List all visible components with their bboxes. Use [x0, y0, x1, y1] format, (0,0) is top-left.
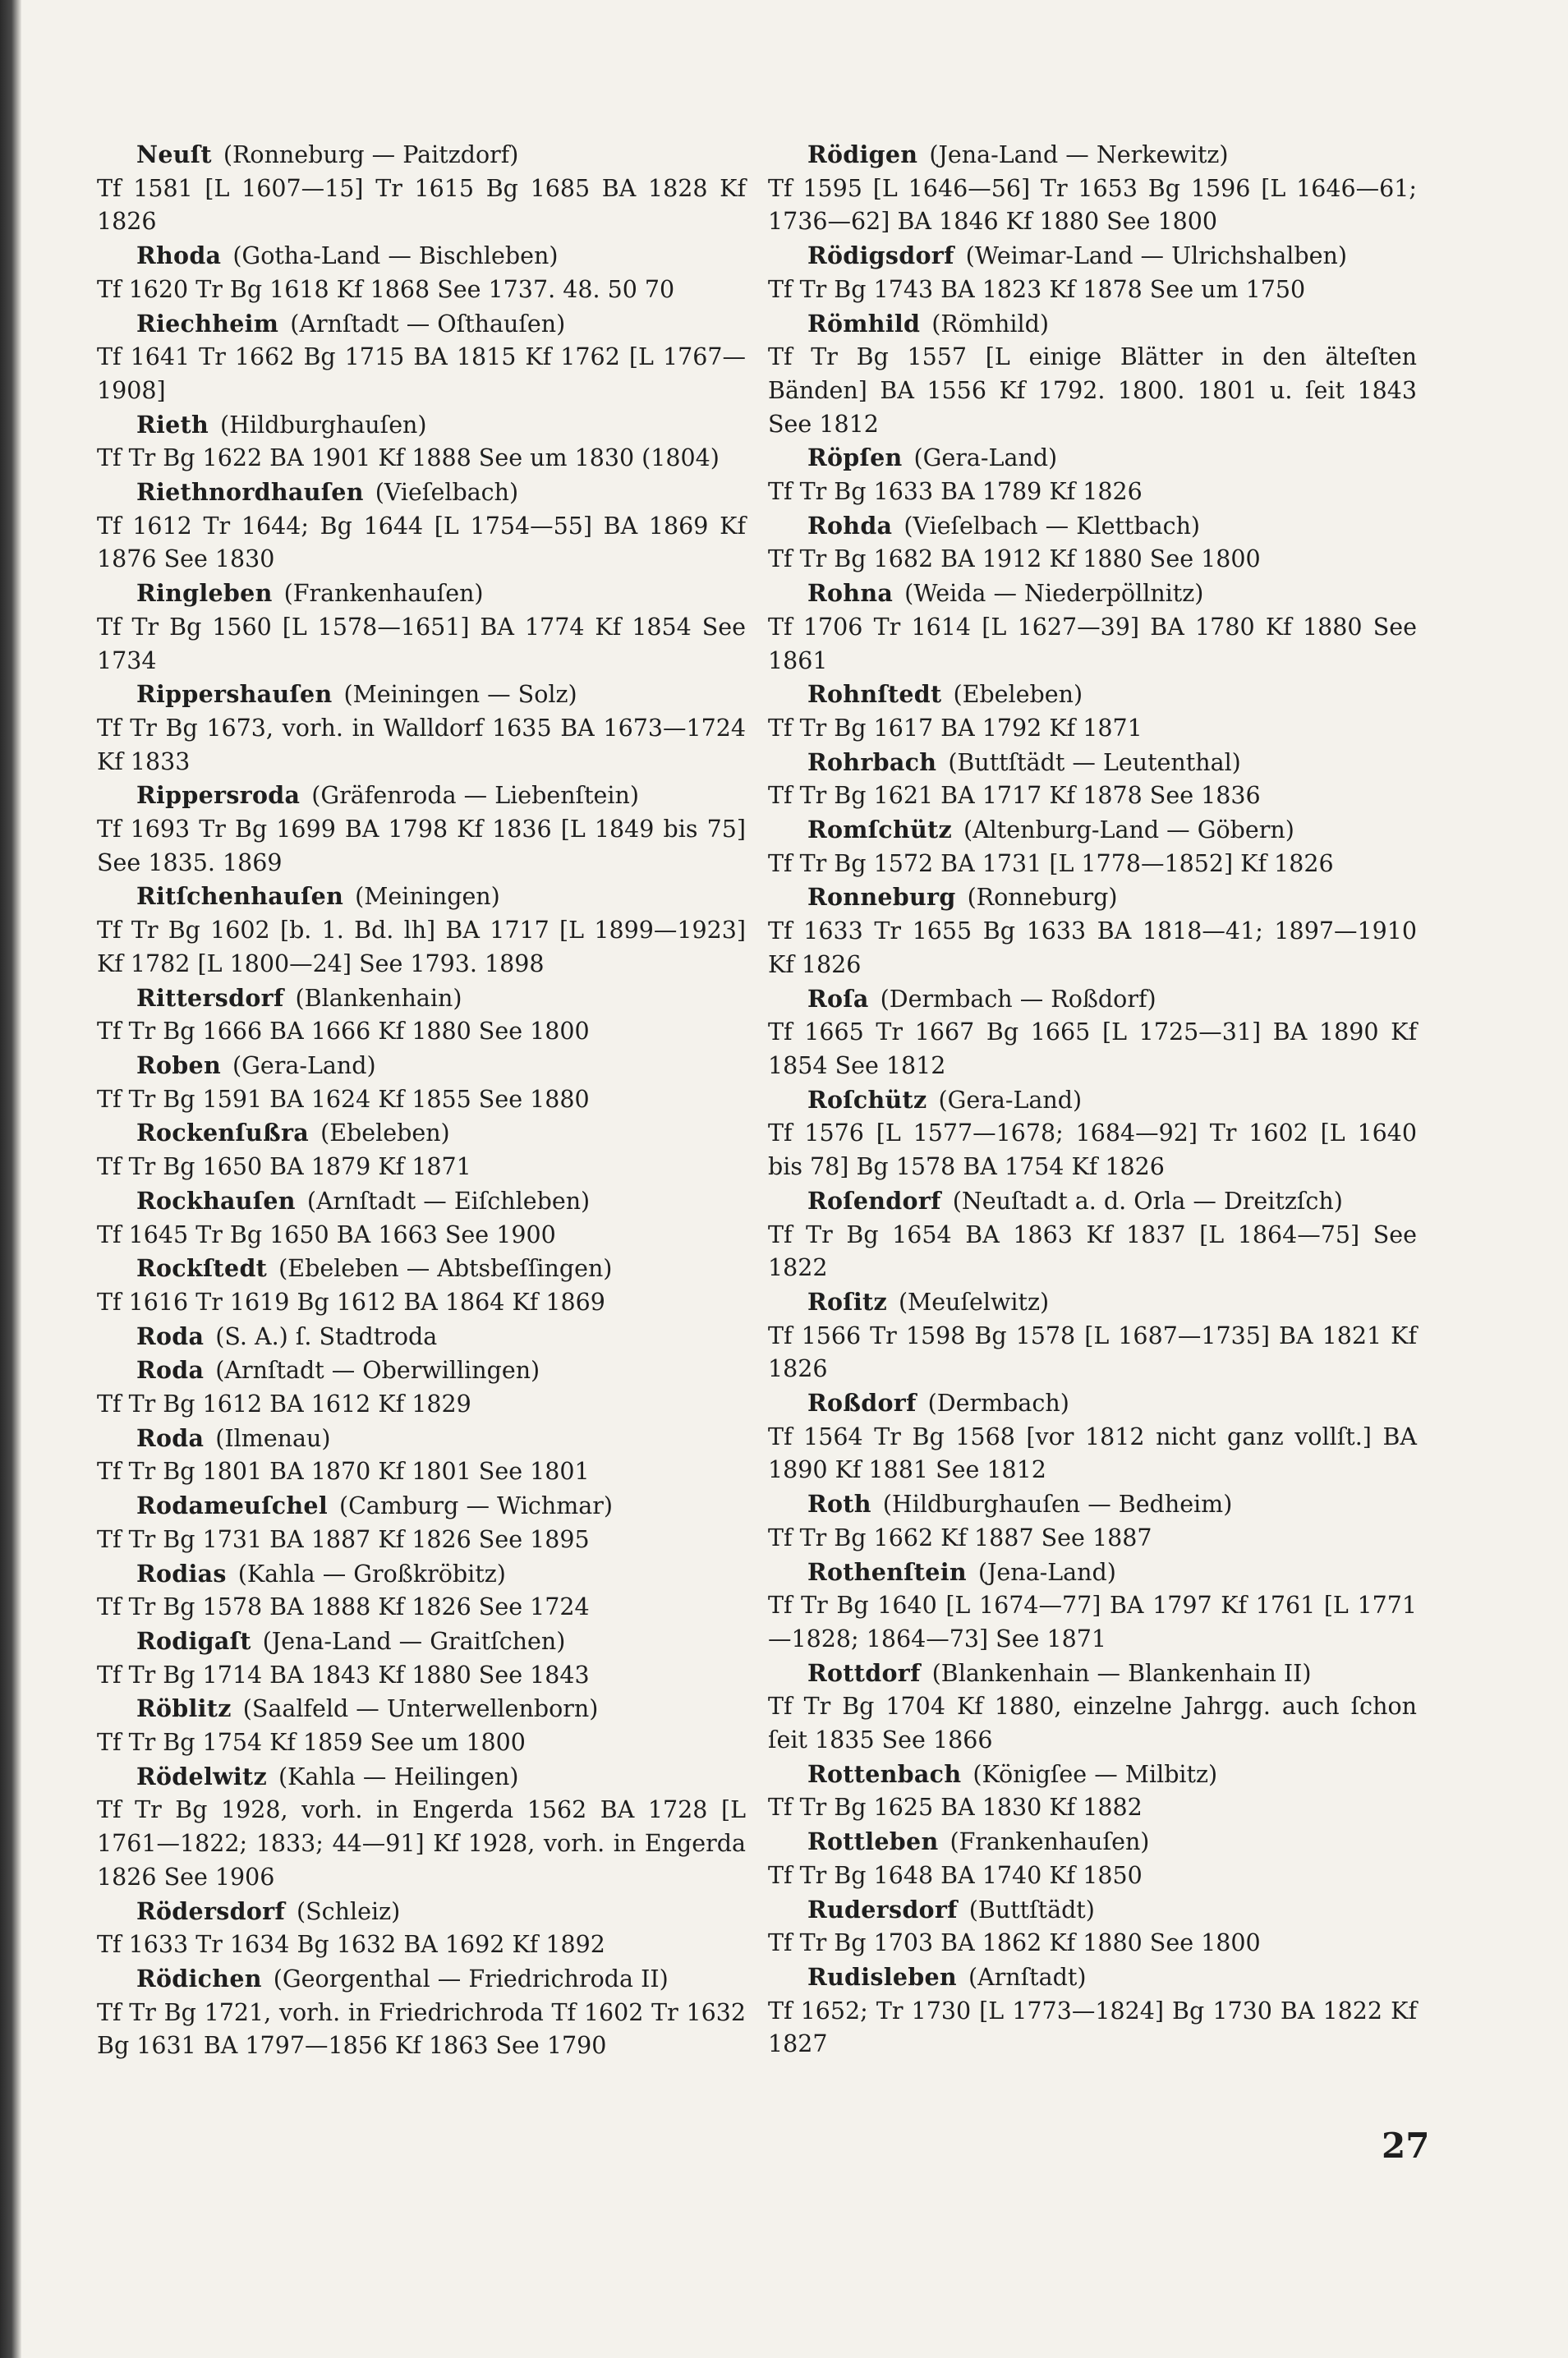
record-details: Tf Tr Bg 1621 BA 1717 Kf 1878 See 1836: [768, 782, 1261, 810]
record-details: Tf Tr Bg 1673, vorh. in Walldorf 1635 BA 1673—1724 Kf 1833: [97, 714, 746, 775]
place-region: (Gera-Land): [913, 444, 1058, 472]
record-details: Tf Tr Bg 1612 BA 1612 Kf 1829: [97, 1390, 471, 1418]
register-entry: [97, 678, 746, 779]
record-details: Tf 1564 Tr Bg 1568 [vor 1812 nicht ganz vollſt.] BA 1890 Kf 1881 See 1812: [768, 1423, 1417, 1484]
left-column: [97, 138, 746, 2063]
place-region: (Camburg — Wichmar): [339, 1492, 614, 1520]
register-entry: [768, 1083, 1417, 1184]
register-entry: [97, 138, 746, 239]
place-region: (Weida — Niederpöllnitz): [904, 580, 1204, 608]
page-number: 27: [1382, 2126, 1430, 2166]
place-name: Roda: [136, 1321, 205, 1350]
right-column: [768, 138, 1417, 2062]
register-entry: [97, 1422, 746, 1489]
register-entry: [97, 1625, 746, 1692]
register-entry: [768, 813, 1417, 880]
place-region: (Hildburghauſen — Bedheim): [882, 1491, 1233, 1519]
place-region: (Ronneburg — Paitzdorf): [223, 141, 519, 168]
record-details: Tf Tr Bg 1654 BA 1863 Kf 1837 [L 1864—75] See 1822: [768, 1220, 1417, 1282]
record-details: Tf 1693 Tr Bg 1699 BA 1798 Kf 1836 [L 1849 bis 75] See 1835. 1869: [97, 816, 746, 876]
register-entry: [97, 1116, 746, 1184]
place-region: (Römhild): [931, 310, 1049, 338]
record-details: Tf 1633 Tr 1634 Bg 1632 BA 1692 Kf 1892: [97, 1931, 605, 1959]
place-name: Rippershauſen: [136, 680, 333, 709]
place-region: (Blankenhain): [295, 984, 462, 1012]
register-entry: [768, 1487, 1417, 1555]
place-region: (Vieſelbach — Klettbach): [904, 512, 1201, 540]
place-region: (Schleiz): [297, 1897, 401, 1925]
register-entry: [768, 509, 1417, 577]
record-details: Tf 1665 Tr 1667 Bg 1665 [L 1725—31] BA 1890 Kf 1854 See 1812: [768, 1018, 1417, 1079]
place-name: Rhoda: [136, 241, 222, 270]
place-name: Roſendorf: [807, 1186, 941, 1215]
place-name: Rodigaſt: [136, 1626, 251, 1655]
register-entry: [768, 1657, 1417, 1758]
place-region: (Dermbach): [927, 1390, 1069, 1418]
place-region: (Blankenhain — Blankenhain II): [931, 1659, 1312, 1687]
record-details: Tf Tr Bg 1640 [L 1674—77] BA 1797 Kf 1761 [L 1771—1828; 1864—73] See 1871: [768, 1592, 1417, 1652]
record-details: Tf Tr Bg 1622 BA 1901 Kf 1888 See um 1830 (1804): [97, 444, 720, 472]
record-details: Tf Tr Bg 1743 BA 1823 Kf 1878 See um 1750: [768, 275, 1306, 303]
place-region: (Vieſelbach): [375, 479, 519, 507]
record-details: Tf Tr Bg 1560 [L 1578—1651] BA 1774 Kf 1854 See 1734: [97, 613, 746, 674]
register-entry: [768, 880, 1417, 981]
register-entry: [768, 1960, 1417, 2062]
place-name: Roben: [136, 1050, 221, 1079]
record-details: Tf Tr Bg 1648 BA 1740 Kf 1850: [768, 1861, 1143, 1889]
place-region: (Jena-Land — Nerkewitz): [929, 141, 1229, 168]
register-entry: [768, 1893, 1417, 1960]
place-region: (Kahla — Heilingen): [278, 1763, 519, 1790]
register-entry: [768, 239, 1417, 306]
register-entry: [768, 982, 1417, 1083]
place-region: (Dermbach — Roßdorf): [880, 985, 1156, 1013]
register-entry: [768, 307, 1417, 442]
place-name: Roth: [807, 1490, 871, 1519]
record-details: Tf 1616 Tr 1619 Bg 1612 BA 1864 Kf 1869: [97, 1288, 605, 1316]
place-region: (Arnſtadt — Oſthauſen): [290, 310, 566, 338]
place-name: Ringleben: [136, 579, 273, 608]
place-region: (Jena-Land — Graitſchen): [262, 1627, 566, 1655]
place-region: (Gera-Land): [232, 1051, 376, 1079]
place-name: Rödigsdorf: [807, 241, 954, 270]
place-name: Röblitz: [136, 1694, 232, 1723]
record-details: Tf 1576 [L 1577—1678; 1684—92] Tr 1602 [L 1640 bis 78] Bg 1578 BA 1754 Kf 1826: [768, 1119, 1417, 1181]
record-details: Tf Tr Bg 1703 BA 1862 Kf 1880 See 1800: [768, 1929, 1261, 1957]
place-name: Rödersdorf: [136, 1896, 286, 1925]
record-details: Tf Tr Bg 1928, vorh. in Engerda 1562 BA 1728 [L 1761—1822; 1833; 44—91] Kf 1928, vorh. in Engerda 1826 See 1906: [97, 1796, 746, 1891]
place-region: (Meiningen): [355, 883, 500, 911]
register-entry: [97, 1692, 746, 1759]
record-details: Tf 1595 [L 1646—56] Tr 1653 Bg 1596 [L 1646—61; 1736—62] BA 1846 Kf 1880 See 1800: [768, 174, 1417, 236]
place-region: (Meuſelwitz): [898, 1288, 1050, 1316]
register-entry: [97, 1489, 746, 1556]
record-details: Tf Tr Bg 1572 BA 1731 [L 1778—1852] Kf 1826: [768, 849, 1334, 877]
record-details: Tf Tr Bg 1682 BA 1912 Kf 1880 See 1800: [768, 545, 1261, 573]
place-region: (Hildburghauſen): [220, 411, 427, 439]
register-entry: [97, 981, 746, 1049]
place-name: Riethnordhauſen: [136, 478, 364, 507]
record-details: Tf Tr Bg 1721, vorh. in Friedrichroda Tf 1602 Tr 1632 Bg 1631 BA 1797—1856 Kf 1863 See 1790: [97, 1998, 746, 2060]
place-name: Roſitz: [807, 1287, 887, 1316]
place-name: Rieth: [136, 410, 209, 439]
place-region: (Gera-Land): [938, 1086, 1083, 1114]
place-name: Rudersdorf: [807, 1895, 958, 1924]
place-name: Rockhauſen: [136, 1186, 296, 1215]
record-details: Tf Tr Bg 1557 [L einige Blätter in den älteſten Bänden] BA 1556 Kf 1792. 1800. 1801 u. ſeit 1843 See 1812: [768, 343, 1417, 438]
place-name: Riechheim: [136, 309, 279, 338]
register-entry: [97, 1252, 746, 1319]
register-entry: [768, 1556, 1417, 1657]
place-name: Roßdorf: [807, 1389, 917, 1418]
record-details: Tf Tr Bg 1662 Kf 1887 See 1887: [768, 1524, 1152, 1551]
place-name: Neuſt: [136, 140, 212, 168]
place-name: Rohna: [807, 579, 894, 608]
place-region: (Buttſtädt): [968, 1896, 1095, 1924]
place-region: (Frankenhauſen): [950, 1828, 1150, 1856]
place-region: (Gräfenroda — Liebenſtein): [311, 782, 640, 810]
register-entry: [97, 1760, 746, 1895]
place-region: (Ebeleben — Abtsbeſſingen): [278, 1255, 613, 1283]
place-name: Rothenſtein: [807, 1557, 967, 1586]
place-region: (Meiningen — Solz): [343, 681, 577, 709]
register-entry: [97, 577, 746, 678]
register-entry: [97, 1962, 746, 2063]
place-region: (Ebeleben): [953, 681, 1083, 709]
record-details: Tf 1566 Tr 1598 Bg 1578 [L 1687—1735] BA 1821 Kf 1826: [768, 1321, 1417, 1383]
register-entry: [768, 746, 1417, 813]
place-region: (Jena-Land): [977, 1558, 1116, 1586]
place-name: Rockſtedt: [136, 1254, 268, 1283]
record-details: Tf Tr Bg 1801 BA 1870 Kf 1801 See 1801: [97, 1458, 590, 1486]
place-name: Roda: [136, 1356, 205, 1385]
register-entry: [768, 1184, 1417, 1285]
place-name: Rodameuſchel: [136, 1492, 328, 1520]
record-details: Tf Tr Bg 1731 BA 1887 Kf 1826 See 1895: [97, 1525, 590, 1553]
register-entry: [97, 1049, 746, 1116]
place-name: Rohnſtedt: [807, 680, 942, 709]
register-entry: [97, 408, 746, 476]
register-entry: [768, 678, 1417, 745]
register-entry: [97, 239, 746, 306]
place-name: Rödigen: [807, 140, 918, 168]
register-entry: [97, 1184, 746, 1252]
place-region: (Georgenthal — Friedrichroda II): [273, 1965, 669, 1993]
register-entry: [768, 577, 1417, 678]
register-entry: [768, 138, 1417, 239]
place-region: (Königſee — Milbitz): [973, 1760, 1218, 1788]
register-entry: [97, 1320, 746, 1354]
place-region: (Frankenhauſen): [283, 580, 484, 608]
register-entry: [768, 1825, 1417, 1892]
place-name: Roſa: [807, 984, 869, 1013]
record-details: Tf Tr Bg 1591 BA 1624 Kf 1855 See 1880: [97, 1085, 590, 1113]
place-name: Rottdorf: [807, 1658, 921, 1687]
place-name: Rödelwitz: [136, 1762, 267, 1790]
place-name: Rippersroda: [136, 781, 301, 810]
place-region: (Arnſtadt): [968, 1963, 1087, 1991]
record-details: Tf 1645 Tr Bg 1650 BA 1663 See 1900: [97, 1220, 556, 1248]
register-entry: [97, 476, 746, 577]
place-region: (Altenburg-Land — Göbern): [963, 816, 1294, 844]
place-name: Rottleben: [807, 1827, 939, 1856]
place-name: Romſchütz: [807, 816, 952, 844]
record-details: Tf 1620 Tr Bg 1618 Kf 1868 See 1737. 48. 50 70: [97, 275, 675, 303]
record-details: Tf Tr Bg 1617 BA 1792 Kf 1871: [768, 714, 1143, 742]
page-binding-edge: [0, 0, 21, 2358]
place-name: Ritſchenhauſen: [136, 882, 344, 911]
place-name: Rudisleben: [807, 1962, 957, 1991]
cross-reference: (S. A.) ſ. Stadtroda: [215, 1322, 438, 1350]
place-name: Roſchütz: [807, 1085, 927, 1114]
place-region: (Neuſtadt a. d. Orla — Dreitzſch): [952, 1187, 1343, 1215]
place-name: Röpſen: [807, 444, 903, 472]
place-name: Rohrbach: [807, 747, 937, 776]
place-region: (Buttſtädt — Leutenthal): [948, 748, 1241, 776]
record-details: Tf Tr Bg 1754 Kf 1859 See um 1800: [97, 1729, 526, 1757]
record-details: Tf Tr Bg 1714 BA 1843 Kf 1880 See 1843: [97, 1661, 590, 1689]
register-entry: [97, 1895, 746, 1962]
place-region: (Ronneburg): [967, 884, 1118, 912]
register-entry: [768, 441, 1417, 508]
record-details: Tf Tr Bg 1650 BA 1879 Kf 1871: [97, 1153, 471, 1181]
place-name: Ronneburg: [807, 883, 956, 912]
register-entry: [97, 880, 746, 981]
place-name: Rittersdorf: [136, 983, 284, 1012]
record-details: Tf 1706 Tr 1614 [L 1627—39] BA 1780 Kf 1880 See 1861: [768, 613, 1417, 674]
place-region: (Ebeleben): [320, 1119, 450, 1147]
register-entry: [768, 1285, 1417, 1386]
place-name: Rockenſußra: [136, 1119, 310, 1147]
record-details: Tf Tr Bg 1602 [b. 1. Bd. lh] BA 1717 [L 1899—1923] Kf 1782 [L 1800—24] See 1793. 1898: [97, 917, 746, 977]
register-entry: [768, 1386, 1417, 1487]
record-details: Tf Tr Bg 1666 BA 1666 Kf 1880 See 1800: [97, 1018, 590, 1046]
record-details: Tf Tr Bg 1625 BA 1830 Kf 1882: [768, 1794, 1143, 1822]
place-region: (Arnſtadt — Eiſchleben): [306, 1187, 591, 1215]
record-details: Tf Tr Bg 1578 BA 1888 Kf 1826 See 1724: [97, 1593, 590, 1621]
place-name: Rodias: [136, 1559, 227, 1588]
record-details: Tf Tr Bg 1633 BA 1789 Kf 1826: [768, 478, 1143, 506]
place-region: (Ilmenau): [215, 1424, 331, 1452]
register-entry: [97, 779, 746, 880]
place-name: Rödichen: [136, 1964, 262, 1993]
register-entry: [97, 1557, 746, 1625]
place-name: Rottenbach: [807, 1759, 962, 1788]
place-name: Römhild: [807, 309, 921, 338]
register-entry: [97, 1354, 746, 1421]
place-region: (Gotha-Land — Bischleben): [232, 242, 559, 270]
record-details: Tf 1641 Tr 1662 Bg 1715 BA 1815 Kf 1762 [L 1767—1908]: [97, 343, 746, 404]
place-name: Roda: [136, 1423, 205, 1452]
place-region: (Kahla — Großkröbitz): [237, 1560, 506, 1588]
place-region: (Arnſtadt — Oberwillingen): [215, 1357, 540, 1385]
place-name: Rohda: [807, 511, 893, 540]
record-details: Tf 1652; Tr 1730 [L 1773—1824] Bg 1730 BA 1822 Kf 1827: [768, 1997, 1417, 2058]
record-details: Tf Tr Bg 1704 Kf 1880, einzelne Jahrgg. auch ſchon ſeit 1835 See 1866: [768, 1693, 1417, 1754]
register-entry: [97, 307, 746, 408]
record-details: Tf 1633 Tr 1655 Bg 1633 BA 1818—41; 1897—1910 Kf 1826: [768, 917, 1417, 978]
place-region: (Weimar-Land — Ulrichshalben): [965, 242, 1347, 270]
record-details: Tf 1612 Tr 1644; Bg 1644 [L 1754—55] BA 1869 Kf 1876 See 1830: [97, 512, 746, 573]
record-details: Tf 1581 [L 1607—15] Tr 1615 Bg 1685 BA 1828 Kf 1826: [97, 174, 746, 236]
place-region: (Saalfeld — Unterwellenborn): [242, 1695, 599, 1723]
register-entry: [768, 1758, 1417, 1825]
